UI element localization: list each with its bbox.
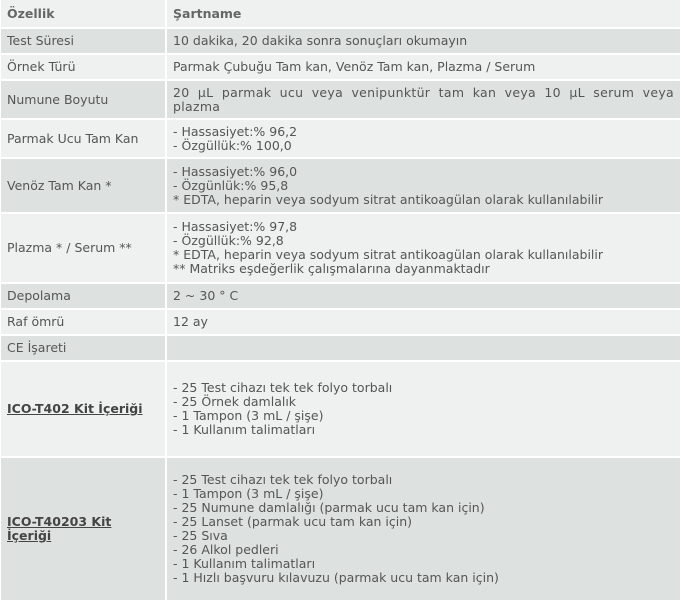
value-line: - Hassasiyet:% 96,0 (173, 163, 298, 179)
kit-t40203-label-cell (1, 458, 167, 602)
value-line: - 25 Numune damlalığı (parmak ucu tam kan için) (173, 500, 485, 515)
row-kit-t402 (1, 362, 680, 458)
value-line: 2 ~ 30 ° C (173, 288, 239, 303)
row-label: Örnek Türü (1, 55, 167, 81)
header-feature: Özellik (1, 0, 167, 29)
value-line: - Özgünlük:% 95,8 (173, 177, 289, 193)
row-label: Depolama (1, 284, 167, 310)
value-line: - 26 Alkol pedleri (173, 542, 279, 557)
row-label: CE İşareti (1, 336, 167, 362)
row-value (167, 159, 680, 214)
value-line: - Özgüllük:% 100,0 (173, 137, 292, 153)
value-line: * EDTA, heparin veya sodyum sitrat antikoagülan olarak kullanılabilir (173, 191, 604, 207)
row-value (167, 214, 680, 284)
row-value (167, 120, 680, 159)
row-value (167, 458, 680, 602)
value-line: - 1 Kullanım talimatları (173, 422, 316, 437)
value-line: - 25 Test cihazı tek tek folyo torbalı (173, 380, 393, 395)
row-plasma-serum (1, 214, 680, 284)
value-line: - 25 Lanset (parmak ucu tam kan için) (173, 514, 413, 529)
value-line: - Hassasiyet:% 96,2 (173, 123, 298, 139)
value-line: - 1 Tampon (3 mL / şişe) (173, 408, 324, 423)
row-label: Plazma * / Serum ** (1, 214, 167, 284)
value-line: 10 dakika, 20 dakika sonra sonuçları okumayın (173, 33, 468, 48)
value-line: - 25 Örnek damlalık (173, 394, 297, 409)
row-value (167, 362, 680, 458)
row-storage (1, 284, 680, 310)
row-value (167, 29, 680, 55)
row-shelf-life (1, 310, 680, 336)
row-fingertip-whole-blood (1, 120, 680, 159)
value-line: ** Matriks eşdeğerlik çalışmalarına dayanmaktadır (173, 261, 490, 276)
row-value: 20 µL parmak ucu veya venipunktür tam kan veya 10 µL serum veya plazma (167, 81, 680, 120)
kit-t402-label-cell (1, 362, 167, 458)
value-line: Parmak Çubuğu Tam kan, Venöz Tam kan, Plazma / Serum (173, 59, 536, 74)
row-value (167, 336, 680, 362)
row-test-duration (1, 29, 680, 55)
row-value (167, 284, 680, 310)
value-line: * EDTA, heparin veya sodyum sitrat antikoagülan olarak kullanılabilir (173, 247, 604, 262)
row-sample-size (1, 81, 680, 120)
row-ce-mark (1, 336, 680, 362)
row-venous-whole-blood (1, 159, 680, 214)
header-spec: Şartname (167, 0, 680, 29)
value-line: 12 ay (173, 314, 208, 329)
row-label: Parmak Ucu Tam Kan (1, 120, 167, 159)
row-kit-t40203 (1, 458, 680, 602)
value-line: - 25 Sıva (173, 528, 228, 543)
row-label: Test Süresi (1, 29, 167, 55)
row-value (167, 55, 680, 81)
value-line: - 1 Hızlı başvuru kılavuzu (parmak ucu tam kan için) (173, 570, 499, 585)
value-line: - 1 Kullanım talimatları (173, 556, 316, 571)
row-label: Raf ömrü (1, 310, 167, 336)
value-line: - Özgüllük:% 92,8 (173, 233, 284, 248)
row-label: Venöz Tam Kan * (1, 159, 167, 214)
spec-table (1, 0, 680, 602)
row-sample-type (1, 55, 680, 81)
table-header-row (1, 0, 680, 29)
value-line: - 25 Test cihazı tek tek folyo torbalı (173, 472, 393, 487)
value-line: - 1 Tampon (3 mL / şişe) (173, 486, 324, 501)
row-label: Numune Boyutu (1, 81, 167, 120)
kit-t40203-link[interactable]: ICO-T40203 Kit İçeriği (7, 514, 112, 543)
row-value (167, 310, 680, 336)
value-line: - Hassasiyet:% 97,8 (173, 219, 298, 234)
kit-t402-link[interactable]: ICO-T402 Kit İçeriği (7, 401, 143, 416)
